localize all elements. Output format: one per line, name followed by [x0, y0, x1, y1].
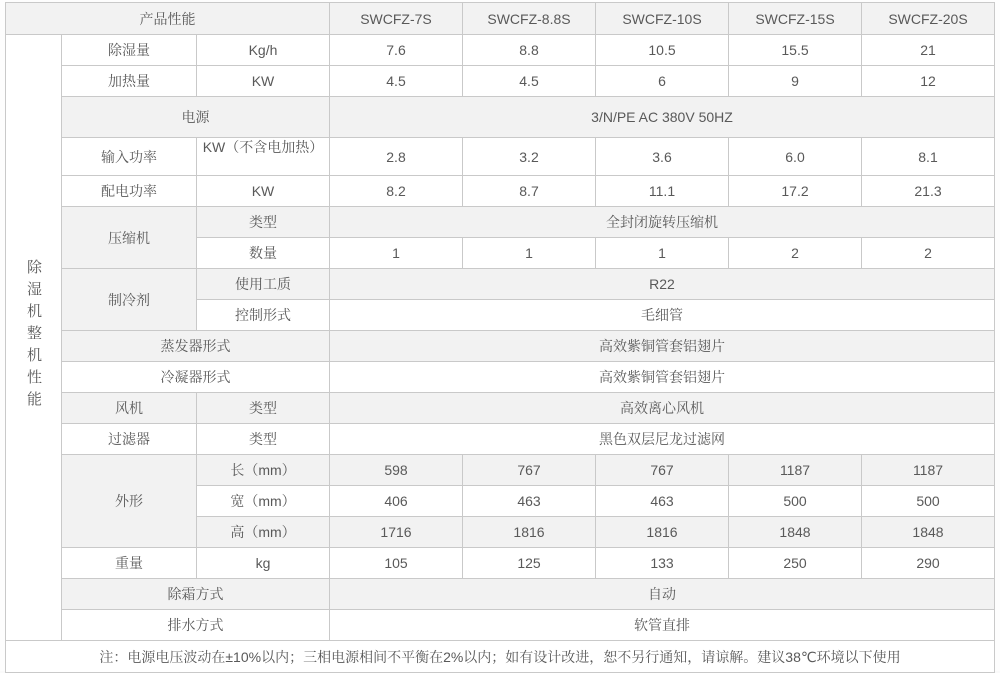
row-label-compressor: 压缩机	[62, 207, 197, 269]
model-header-5: SWCFZ-20S	[862, 3, 995, 35]
value-span-power-supply: 3/N/PE AC 380V 50HZ	[330, 97, 995, 138]
value-cell: 12	[862, 66, 995, 97]
value-cell: 1	[596, 238, 729, 269]
row-dehumid	[6, 35, 995, 66]
value-cell: 8.1	[862, 138, 995, 176]
row-dim-length	[6, 455, 995, 486]
value-cell: 767	[463, 455, 596, 486]
value-cell: 500	[862, 486, 995, 517]
sidebar-category-label: 除湿机整机性能	[25, 259, 42, 413]
value-span-defrost: 自动	[330, 579, 995, 610]
value-cell: 10.5	[596, 35, 729, 66]
value-cell: 290	[862, 548, 995, 579]
row-input-power	[6, 138, 995, 176]
value-cell: 9	[729, 66, 862, 97]
row-distribution-power	[6, 176, 995, 207]
value-cell: 406	[330, 486, 463, 517]
value-cell: 1848	[729, 517, 862, 548]
product-spec-table	[5, 2, 995, 673]
row-refrigerant-medium	[6, 269, 995, 300]
value-cell: 21	[862, 35, 995, 66]
value-cell: 3.2	[463, 138, 596, 176]
row-label-distribution-power: 配电功率	[62, 176, 197, 207]
row-label-dehumid: 除湿量	[62, 35, 197, 66]
row-heating	[6, 66, 995, 97]
value-span-evaporator: 高效紫铜管套铝翅片	[330, 331, 995, 362]
value-cell: 7.6	[330, 35, 463, 66]
row-fan	[6, 393, 995, 424]
value-cell: 8.7	[463, 176, 596, 207]
value-cell: 500	[729, 486, 862, 517]
row-label-condenser: 冷凝器形式	[62, 362, 330, 393]
row-label-dimensions: 外形	[62, 455, 197, 548]
value-cell: 250	[729, 548, 862, 579]
footer-note: 注：电源电压波动在±10%以内；三相电源相间不平衡在2%以内；如有设计改进，恕不另行通知，请谅解。建议38℃环境以下使用	[6, 641, 995, 673]
row-sublabel-refrigerant-control: 控制形式	[197, 300, 330, 331]
row-label-evaporator: 蒸发器形式	[62, 331, 330, 362]
value-cell: 8.2	[330, 176, 463, 207]
row-sublabel-filter-type: 类型	[197, 424, 330, 455]
value-cell: 2.8	[330, 138, 463, 176]
value-cell: 1187	[729, 455, 862, 486]
value-cell: 767	[596, 455, 729, 486]
value-cell: 15.5	[729, 35, 862, 66]
row-unit-distribution-power: KW	[197, 176, 330, 207]
value-cell: 598	[330, 455, 463, 486]
row-label-input-power: 输入功率	[62, 138, 197, 176]
row-unit-dehumid: Kg/h	[197, 35, 330, 66]
row-sublabel-compressor-qty: 数量	[197, 238, 330, 269]
row-sublabel-fan-type: 类型	[197, 393, 330, 424]
value-cell: 125	[463, 548, 596, 579]
value-cell: 4.5	[463, 66, 596, 97]
row-compressor-type	[6, 207, 995, 238]
value-cell: 2	[862, 238, 995, 269]
value-cell: 133	[596, 548, 729, 579]
row-label-fan: 风机	[62, 393, 197, 424]
row-weight	[6, 548, 995, 579]
row-unit-input-power	[197, 138, 330, 176]
row-label-drain: 排水方式	[62, 610, 330, 641]
value-span-drain: 软管直排	[330, 610, 995, 641]
value-cell: 6	[596, 66, 729, 97]
value-cell: 21.3	[862, 176, 995, 207]
row-sublabel-width: 宽（mm）	[197, 486, 330, 517]
value-cell: 1	[330, 238, 463, 269]
row-sublabel-refrigerant-medium: 使用工质	[197, 269, 330, 300]
value-cell: 3.6	[596, 138, 729, 176]
value-cell: 8.8	[463, 35, 596, 66]
value-cell: 17.2	[729, 176, 862, 207]
value-cell: 1187	[862, 455, 995, 486]
value-span-fan: 高效离心风机	[330, 393, 995, 424]
value-span-refrigerant-medium: R22	[330, 269, 995, 300]
value-span-compressor-type: 全封闭旋转压缩机	[330, 207, 995, 238]
value-cell: 463	[596, 486, 729, 517]
row-sublabel-length: 长（mm）	[197, 455, 330, 486]
model-header-3: SWCFZ-10S	[596, 3, 729, 35]
row-condenser	[6, 362, 995, 393]
value-span-refrigerant-control: 毛细管	[330, 300, 995, 331]
model-header-4: SWCFZ-15S	[729, 3, 862, 35]
value-cell: 1816	[463, 517, 596, 548]
value-cell: 1716	[330, 517, 463, 548]
model-header-2: SWCFZ-8.8S	[463, 3, 596, 35]
value-span-filter: 黑色双层尼龙过滤网	[330, 424, 995, 455]
row-drain	[6, 610, 995, 641]
header-row	[6, 3, 995, 35]
row-unit-heating: KW	[197, 66, 330, 97]
row-defrost	[6, 579, 995, 610]
row-label-weight: 重量	[62, 548, 197, 579]
value-cell: 1848	[862, 517, 995, 548]
row-filter	[6, 424, 995, 455]
row-power-supply	[6, 97, 995, 138]
value-span-condenser: 高效紫铜管套铝翅片	[330, 362, 995, 393]
row-label-defrost: 除霜方式	[62, 579, 330, 610]
row-evaporator	[6, 331, 995, 362]
corner-header: 产品性能	[6, 3, 330, 35]
row-sublabel-height: 高（mm）	[197, 517, 330, 548]
row-label-filter: 过滤器	[62, 424, 197, 455]
row-unit-weight: kg	[197, 548, 330, 579]
row-sublabel-compressor-type: 类型	[197, 207, 330, 238]
value-cell: 1	[463, 238, 596, 269]
row-label-power-supply: 电源	[62, 97, 330, 138]
value-cell: 6.0	[729, 138, 862, 176]
value-cell: 4.5	[330, 66, 463, 97]
value-cell: 1816	[596, 517, 729, 548]
model-header-1: SWCFZ-7S	[330, 3, 463, 35]
footer-note-row	[6, 641, 995, 673]
value-cell: 105	[330, 548, 463, 579]
row-label-refrigerant: 制冷剂	[62, 269, 197, 331]
value-cell: 11.1	[596, 176, 729, 207]
value-cell: 463	[463, 486, 596, 517]
row-unit-input-power-text: KW（不含电加热）	[202, 139, 324, 155]
sidebar-category-cell	[6, 35, 62, 641]
row-label-heating: 加热量	[62, 66, 197, 97]
value-cell: 2	[729, 238, 862, 269]
